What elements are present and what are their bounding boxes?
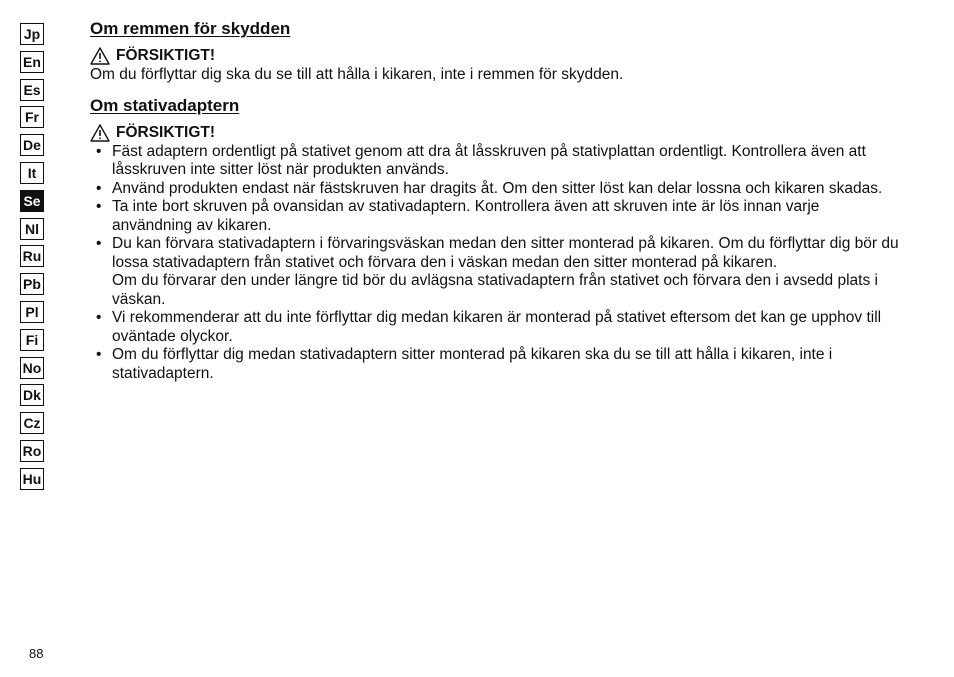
language-tab-de[interactable]: De [20, 134, 44, 156]
language-tab-ru[interactable]: Ru [20, 245, 44, 267]
language-tab-pb[interactable]: Pb [20, 273, 44, 295]
bullet-text: Vi rekommenderar att du inte förflyttar dig medan kikaren är monterad på stativet eftersom det kan ge upphov till oväntade olyckor. [112, 309, 882, 345]
language-tab-ro[interactable]: Ro [20, 440, 44, 462]
language-tabs [20, 23, 44, 496]
bullet-text: Ta inte bort skruven på ovansidan av stativadaptern. Kontrollera även att skruven inte är lös innan varje användning av kikaren. [112, 198, 820, 234]
caution-label [90, 123, 902, 143]
bullet-item [90, 309, 902, 346]
caution-label [90, 46, 902, 66]
language-tab-hu[interactable]: Hu [20, 468, 44, 490]
language-tab-nl[interactable]: Nl [20, 218, 44, 240]
warning-triangle-icon [90, 124, 110, 142]
manual-content [90, 18, 902, 383]
bullet-item [90, 198, 902, 235]
language-tab-fi[interactable]: Fi [20, 329, 44, 351]
language-tab-cz[interactable]: Cz [20, 412, 44, 434]
caution-bullet-list [90, 143, 902, 384]
language-tab-jp[interactable]: Jp [20, 23, 44, 45]
bullet-dot: • [96, 142, 102, 160]
bullet-dot: • [96, 346, 102, 363]
bullet-text: Fäst adaptern ordentligt på stativet genom att dra åt låsskruven på stativplattan ordentligt. Kontrollera även att låsskruven inte sitter löst när produkten används. [112, 142, 866, 178]
bullet-item [90, 180, 902, 199]
page-number: 88 [29, 646, 44, 661]
bullet-item [90, 346, 902, 383]
bullet-dot: • [96, 179, 102, 197]
language-tab-es[interactable]: Es [20, 79, 44, 101]
bullet-dot: • [96, 198, 102, 215]
language-tab-pl[interactable]: Pl [20, 301, 44, 323]
language-tab-no[interactable]: No [20, 357, 44, 379]
bullet-text: Om du förflyttar dig medan stativadaptern sitter monterad på kikaren ska du se till att hålla i kikaren, inte i stativadaptern. [112, 346, 833, 382]
language-tab-dk[interactable]: Dk [20, 384, 44, 406]
bullet-item [90, 235, 902, 309]
language-tab-en[interactable]: En [20, 51, 44, 73]
bullet-dot: • [96, 309, 102, 326]
section-heading-tripod-adapter: Om stativadaptern [90, 95, 240, 115]
bullet-dot: • [96, 235, 102, 252]
bullet-text: Använd produkten endast när fästskruven har dragits åt. Om den sitter löst kan delar lossna och kikaren skadas. [112, 179, 883, 197]
bullet-text: Du kan förvara stativadaptern i förvaringsväskan medan den sitter monterad på kikaren. Om du förflyttar dig bör du lossa stativadaptern från stativet och förvara den i väskan medan den sitter monterad på kikaren. [112, 235, 899, 271]
warning-triangle-icon [90, 47, 110, 65]
bullet-continuation-text: Om du förvarar den under längre tid bör du avlägsna stativadaptern från stativet och förvara den i avsedd plats i väskan. [112, 272, 878, 308]
language-tab-fr[interactable]: Fr [20, 106, 44, 128]
language-tab-it[interactable]: It [20, 162, 44, 184]
section-heading-strap: Om remmen för skydden [90, 19, 291, 38]
language-tab-se[interactable]: Se [20, 190, 44, 212]
section-tripod-adapter [90, 95, 902, 384]
section-strap [90, 18, 902, 85]
strap-caution-text: Om du förflyttar dig ska du se till att hålla i kikaren, inte i remmen för skydden. [90, 66, 624, 83]
caution-text: FÖRSIKTIGT! [116, 47, 216, 64]
caution-text: FÖRSIKTIGT! [116, 123, 216, 141]
bullet-item [90, 143, 902, 180]
